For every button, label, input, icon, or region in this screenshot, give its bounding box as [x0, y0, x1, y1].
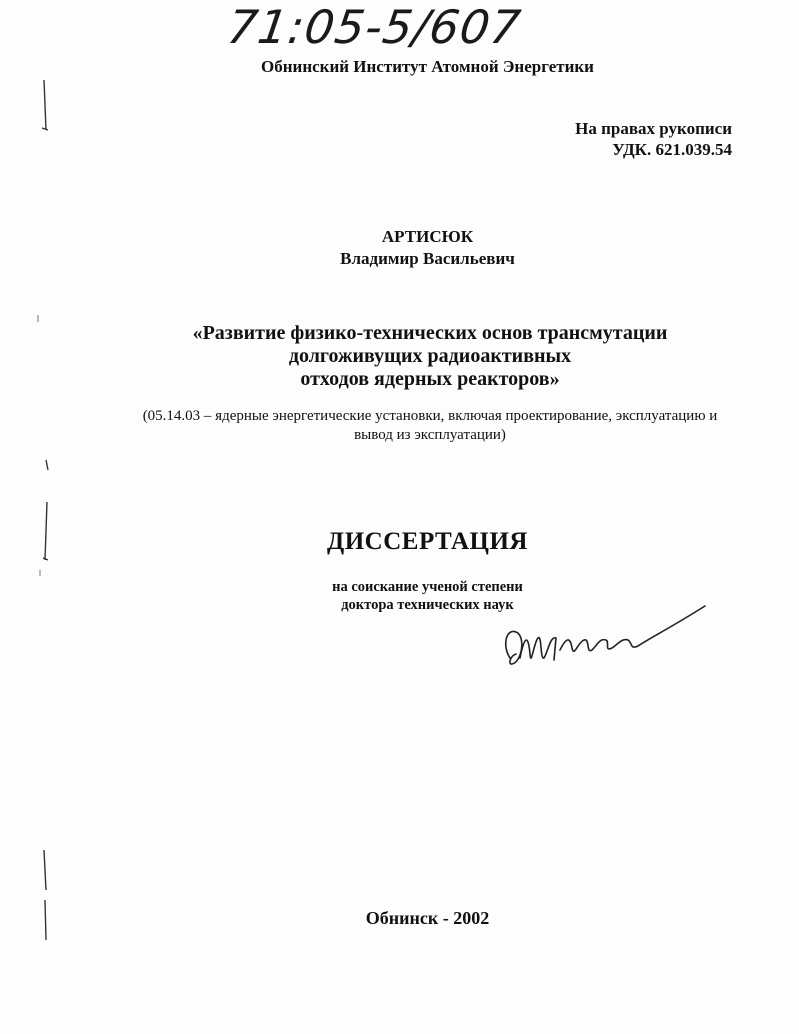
specialty-line-1: (05.14.03 – ядерные энергетические установки, включая проектирование, эксплуатацию и	[142, 408, 718, 424]
binding-margin-marks	[30, 60, 60, 1030]
handwritten-signature	[500, 598, 710, 688]
degree-line-2: доктора технических наук	[341, 597, 514, 613]
institute-name: Обнинский Институт Атомной Энергетики	[261, 57, 594, 76]
rights-note: На правах рукописи	[575, 119, 732, 138]
udc-code: УДК. 621.039.54	[612, 140, 732, 159]
dissertation-title	[130, 322, 730, 391]
degree-line-1: на соискание ученой степени	[332, 579, 523, 595]
specialty-code	[130, 407, 730, 445]
specialty-line-2: вывод из эксплуатации)	[354, 427, 506, 443]
author-name: Владимир Васильевич	[340, 249, 515, 268]
rights-block	[575, 118, 732, 160]
title-line-3: отходов ядерных реакторов»	[300, 368, 560, 390]
archive-number-handwritten: 71:05-5/607	[224, 0, 525, 54]
title-line-2: долгоживущих радиоактивных	[288, 345, 572, 367]
city-year: Обнинск - 2002	[365, 908, 490, 928]
document-type: ДИССЕРТАЦИЯ	[327, 528, 528, 555]
author-surname: АРТИСЮК	[381, 227, 474, 246]
title-line-1: «Развитие физико-технических основ трансмутации	[192, 322, 668, 344]
